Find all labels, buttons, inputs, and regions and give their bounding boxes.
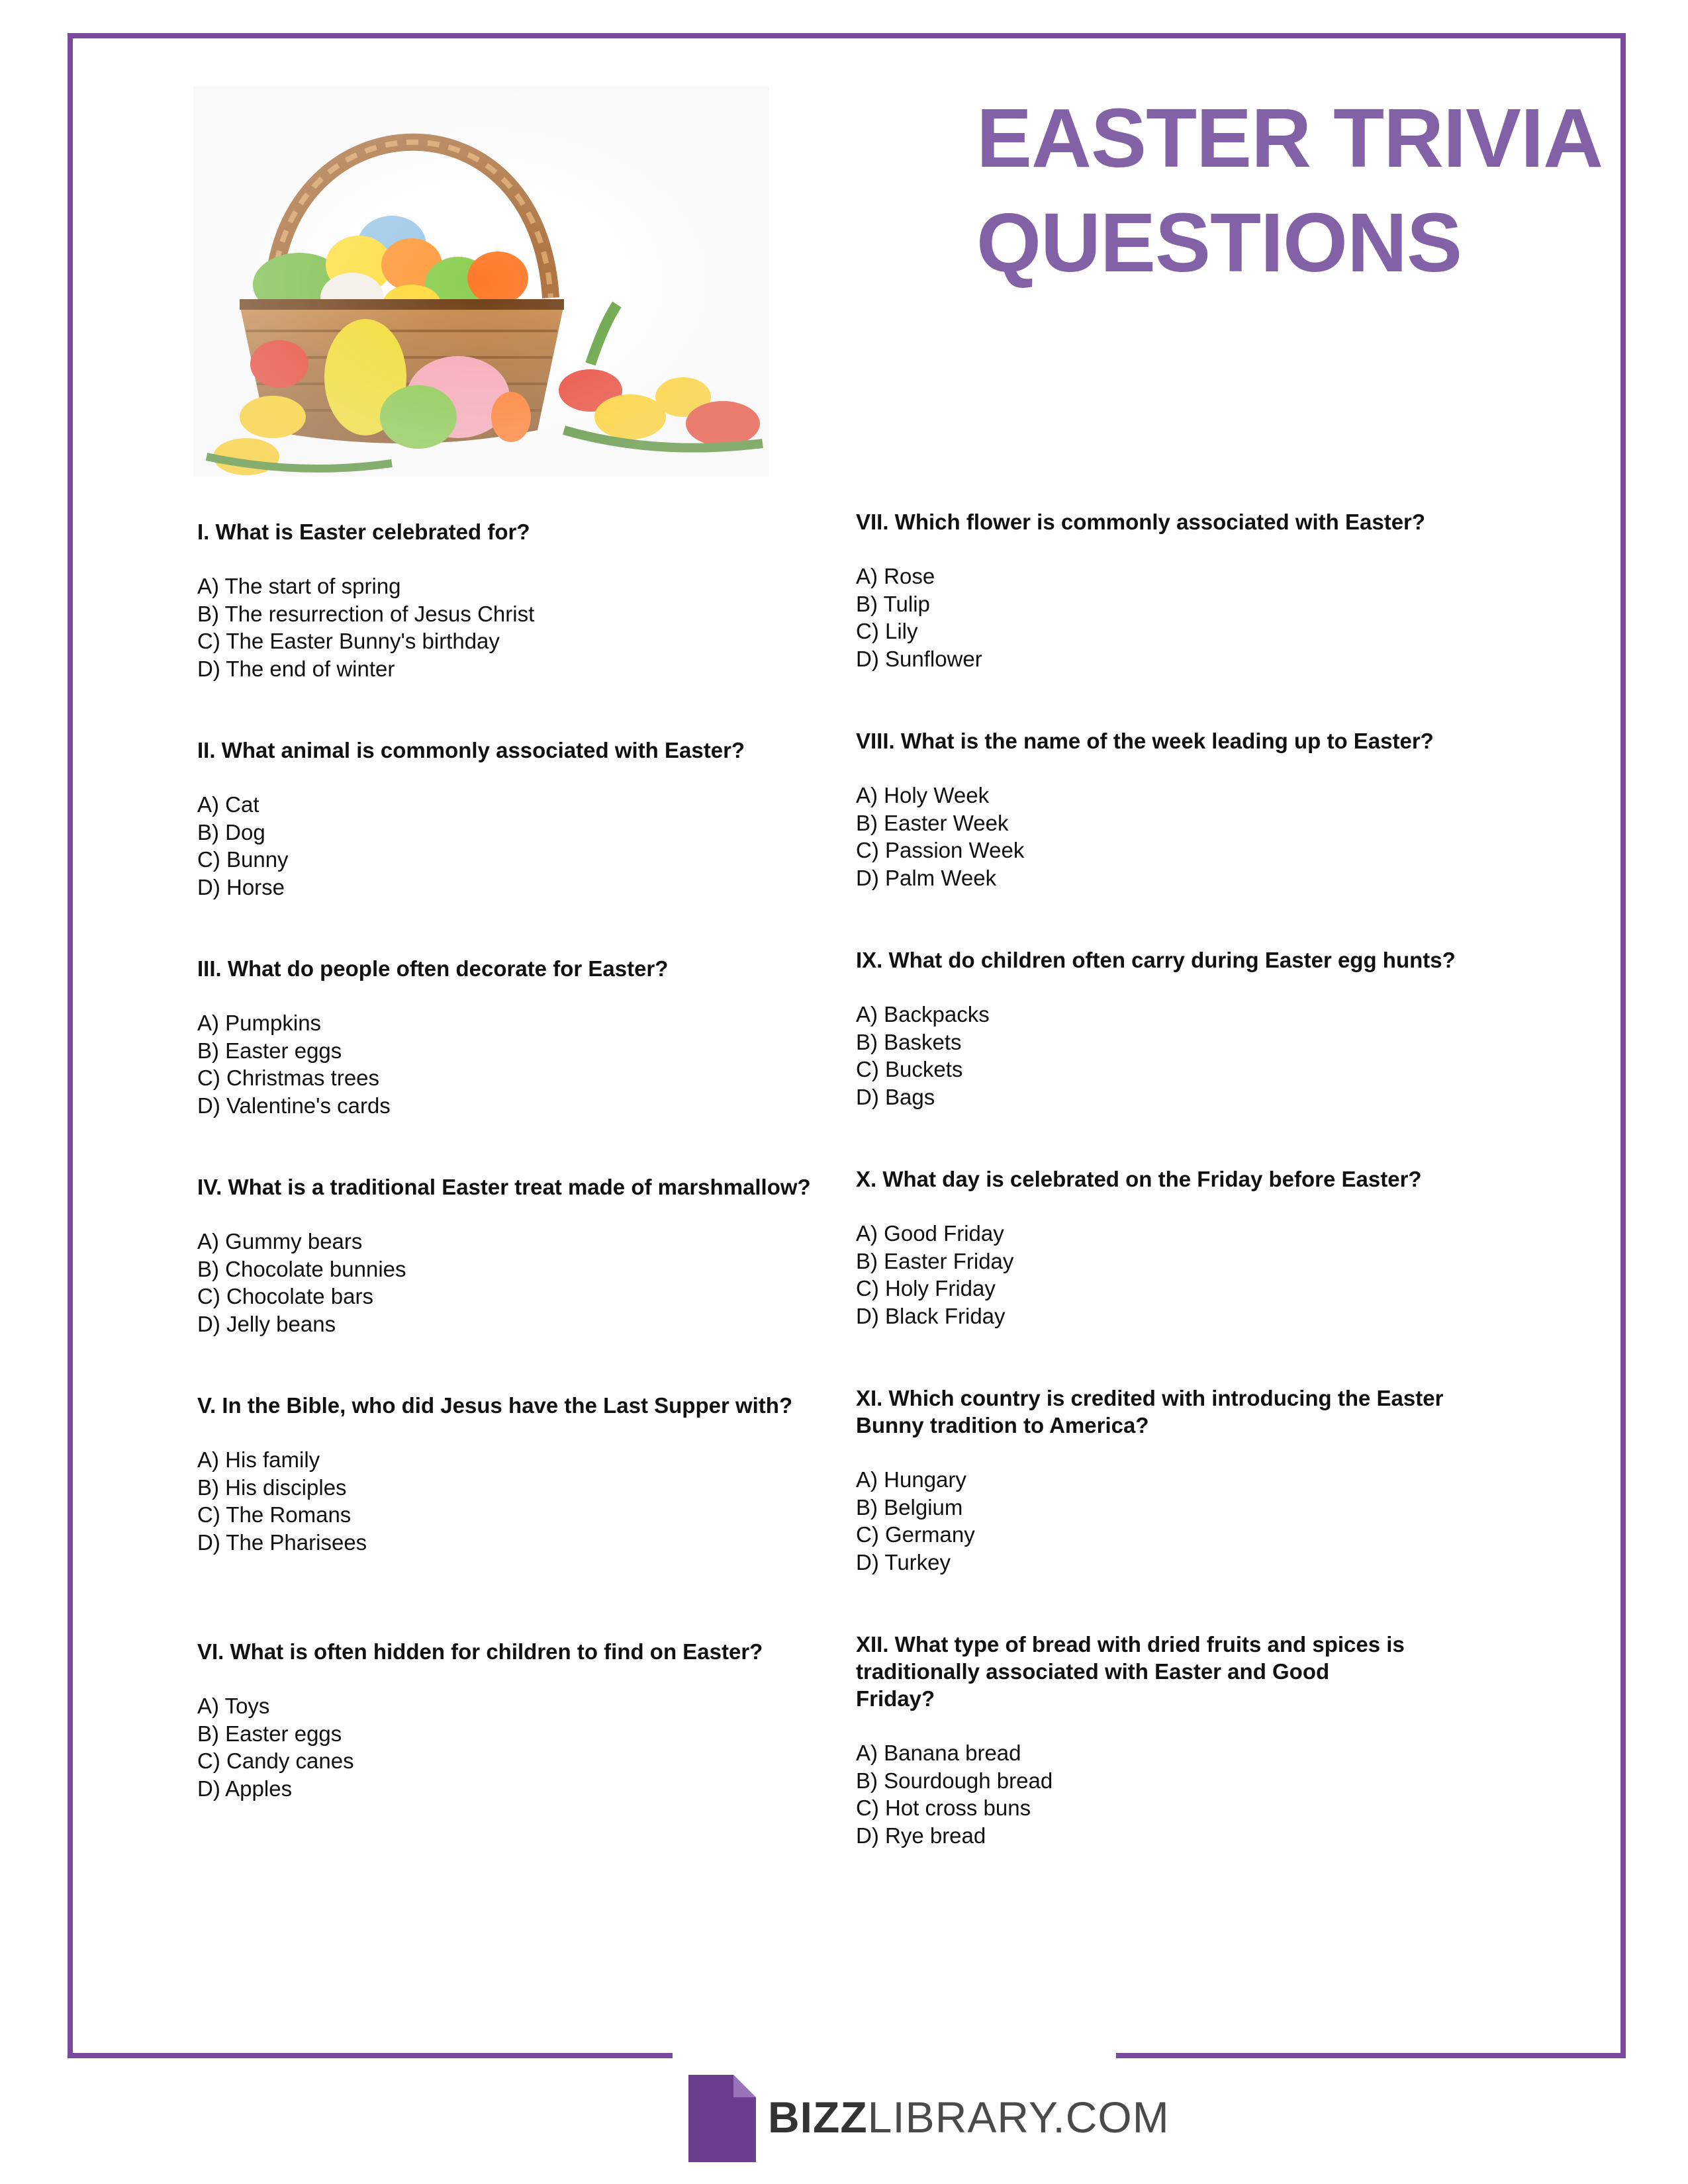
- questions-left-column: [197, 518, 859, 1802]
- answer-option: D) Jelly beans: [197, 1311, 336, 1336]
- answer-options: [197, 572, 859, 682]
- answer-option: A) Backpacks: [856, 1002, 990, 1026]
- answer-option: D) Apples: [197, 1776, 293, 1801]
- question-title: VII. Which flower is commonly associated with Easter?: [856, 510, 1426, 534]
- answer-options: [856, 1739, 1412, 1849]
- question-block: [197, 1392, 859, 1638]
- logo-text-bold: BIZZ: [768, 2093, 868, 2142]
- answer-option: A) Banana bread: [856, 1741, 1021, 1765]
- answer-option: B) Baskets: [856, 1029, 962, 1054]
- easter-basket-image: [193, 86, 769, 477]
- answer-option: A) Rose: [856, 564, 935, 588]
- question-title: IV. What is a traditional Easter treat made of marshmallow?: [197, 1175, 811, 1199]
- question-title: VI. What is often hidden for children to find on Easter?: [197, 1639, 763, 1664]
- answer-option: B) Easter eggs: [197, 1721, 342, 1746]
- answer-option: B) The resurrection of Jesus Christ: [197, 601, 535, 626]
- answer-options: [856, 563, 1518, 672]
- answer-option: D) Sunflower: [856, 646, 982, 671]
- question-block: [197, 1638, 859, 1802]
- answer-option: B) Chocolate bunnies: [197, 1256, 406, 1281]
- question-title: XI. Which country is credited with introducing the Easter Bunny tradition to America?: [856, 1386, 1444, 1437]
- answer-option: C) Hot cross buns: [856, 1796, 1031, 1820]
- answer-option: B) His disciples: [197, 1475, 347, 1500]
- question-block: [197, 1173, 859, 1392]
- answer-option: B) Dog: [197, 819, 265, 844]
- answer-option: D) Turkey: [856, 1549, 951, 1574]
- answer-option: D) The Pharisees: [197, 1529, 367, 1555]
- footer-border-gap: [673, 2052, 1116, 2068]
- answer-options: [197, 1009, 859, 1119]
- answer-option: C) Christmas trees: [197, 1066, 380, 1090]
- question-block: [856, 1385, 1491, 1631]
- answer-option: B) Belgium: [856, 1494, 963, 1520]
- answer-option: D) Rye bread: [856, 1823, 986, 1848]
- answer-option: C) Passion Week: [856, 838, 1025, 862]
- question-title: X. What day is celebrated on the Friday before Easter?: [856, 1167, 1422, 1191]
- footer-logo: [682, 2068, 1170, 2167]
- question-title: III. What do people often decorate for Easter?: [197, 956, 669, 981]
- answer-option: A) The start of spring: [197, 574, 401, 598]
- answer-option: D) The end of winter: [197, 656, 395, 681]
- question-block: [856, 1631, 1412, 1849]
- answer-option: D) Bags: [856, 1084, 935, 1109]
- answer-options: [197, 1446, 859, 1556]
- answer-options: [856, 782, 1518, 891]
- answer-option: C) The Romans: [197, 1502, 352, 1527]
- answer-option: C) Candy canes: [197, 1749, 354, 1773]
- answer-option: D) Black Friday: [856, 1303, 1006, 1328]
- answer-options: [197, 1692, 859, 1802]
- page-title: [976, 86, 1605, 295]
- answer-option: A) Pumpkins: [197, 1011, 322, 1035]
- answer-option: D) Valentine's cards: [197, 1093, 391, 1118]
- answer-option: B) Easter Week: [856, 810, 1009, 835]
- answer-options: [856, 1466, 1491, 1576]
- answer-option: B) Easter Friday: [856, 1248, 1014, 1273]
- answer-option: A) Good Friday: [856, 1221, 1004, 1246]
- answer-option: C) Chocolate bars: [197, 1284, 373, 1308]
- answer-options: [197, 1228, 859, 1338]
- question-block: [197, 737, 859, 955]
- page-title-line-1: EASTER TRIVIA: [976, 91, 1603, 185]
- answer-option: C) Holy Friday: [856, 1276, 996, 1300]
- answer-option: A) Toys: [197, 1694, 270, 1718]
- question-block: [856, 508, 1518, 727]
- page-title-line-2: QUESTIONS: [976, 196, 1462, 289]
- answer-option: C) The Easter Bunny's birthday: [197, 629, 500, 653]
- answer-option: D) Horse: [197, 874, 285, 899]
- document-icon: [686, 2072, 759, 2165]
- question-block: [856, 946, 1518, 1165]
- answer-option: A) Gummy bears: [197, 1229, 363, 1253]
- answer-option: B) Tulip: [856, 591, 930, 616]
- answer-option: A) His family: [197, 1447, 320, 1472]
- answer-option: A) Cat: [197, 792, 259, 817]
- answer-option: A) Hungary: [856, 1467, 966, 1492]
- logo-text-rest: LIBRARY.COM: [867, 2093, 1170, 2142]
- question-title: VIII. What is the name of the week leading up to Easter?: [856, 729, 1434, 753]
- answer-options: [856, 1220, 1518, 1330]
- question-title: V. In the Bible, who did Jesus have the Last Supper with?: [197, 1393, 793, 1418]
- question-title: I. What is Easter celebrated for?: [197, 520, 530, 544]
- answer-option: A) Holy Week: [856, 783, 990, 807]
- question-block: [856, 1165, 1518, 1385]
- question-block: [856, 727, 1518, 946]
- question-title: XII. What type of bread with dried fruits and spices is traditionally associated with Easter and Good Friday?: [856, 1632, 1405, 1711]
- answer-options: [856, 1001, 1518, 1111]
- answer-option: D) Palm Week: [856, 865, 997, 890]
- question-title: IX. What do children often carry during Easter egg hunts?: [856, 948, 1456, 972]
- questions-right-column: [856, 508, 1518, 1849]
- answer-option: C) Bunny: [197, 847, 289, 872]
- answer-option: B) Sourdough bread: [856, 1768, 1053, 1793]
- footer-logo-text: [768, 2093, 1170, 2141]
- question-block: [197, 955, 859, 1173]
- question-block: [197, 518, 859, 737]
- answer-option: C) Germany: [856, 1522, 975, 1547]
- answer-option: C) Buckets: [856, 1057, 963, 1081]
- answer-options: [197, 791, 859, 901]
- question-title: II. What animal is commonly associated with Easter?: [197, 738, 745, 762]
- answer-option: C) Lily: [856, 619, 918, 643]
- answer-option: B) Easter eggs: [197, 1038, 342, 1063]
